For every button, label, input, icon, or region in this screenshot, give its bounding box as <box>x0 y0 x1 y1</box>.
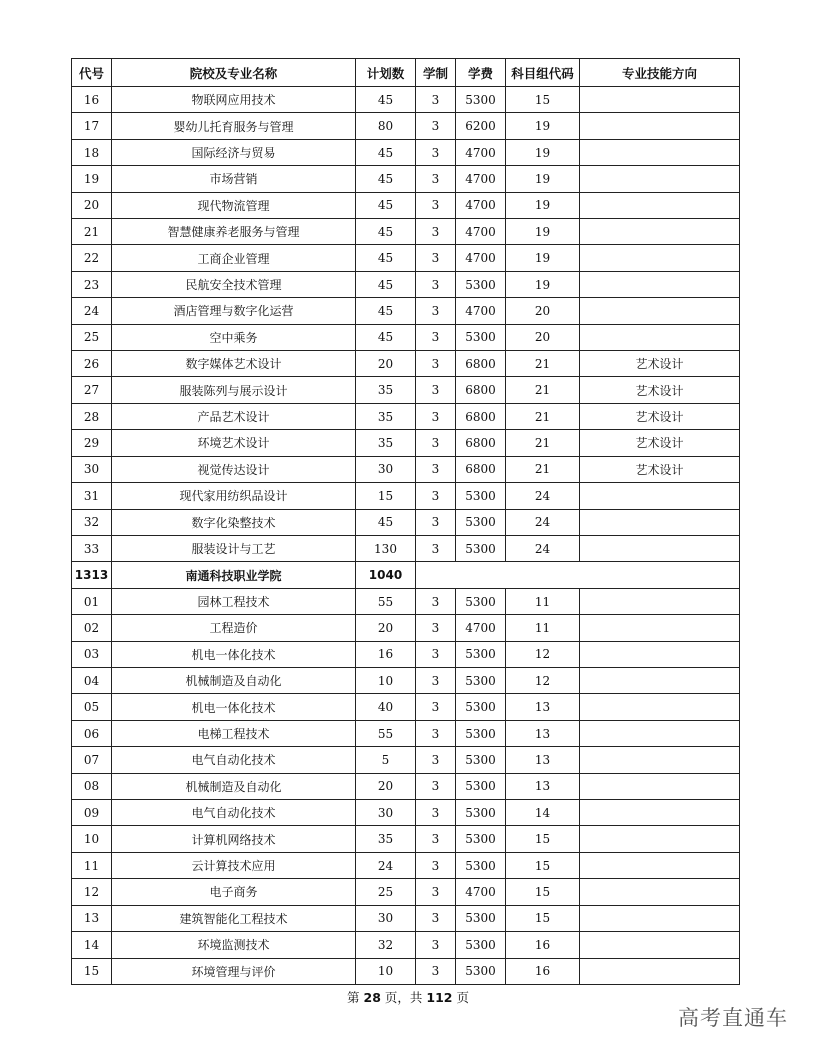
table-row <box>72 403 740 429</box>
cell-tuition: 4700 <box>456 166 506 192</box>
cell-duration: 3 <box>416 166 456 192</box>
cell-duration: 3 <box>416 430 456 456</box>
cell-code: 31 <box>72 483 112 509</box>
header-duration: 学制 <box>416 59 456 87</box>
cell-duration: 3 <box>416 826 456 852</box>
cell-plan: 45 <box>356 192 416 218</box>
table-body-previous-school <box>72 87 740 562</box>
cell-code: 30 <box>72 456 112 482</box>
cell-plan: 45 <box>356 87 416 113</box>
cell-duration: 3 <box>416 588 456 614</box>
cell-tuition: 4700 <box>456 298 506 324</box>
cell-plan: 16 <box>356 641 416 667</box>
table-row <box>72 958 740 985</box>
table-row <box>72 245 740 271</box>
cell-duration: 3 <box>416 509 456 535</box>
cell-tuition: 4700 <box>456 879 506 905</box>
cell-major-name: 机电一体化技术 <box>112 641 356 667</box>
footer-page-number: 28 <box>363 990 381 1005</box>
cell-duration: 3 <box>416 192 456 218</box>
cell-code: 05 <box>72 694 112 720</box>
cell-major-name: 云计算技术应用 <box>112 852 356 878</box>
cell-major-name: 环境艺术设计 <box>112 430 356 456</box>
cell-subject-code: 21 <box>506 351 580 377</box>
watermark-text: 高考直通车 <box>678 1006 788 1030</box>
cell-code: 24 <box>72 298 112 324</box>
cell-duration: 3 <box>416 298 456 324</box>
cell-major-name: 数字媒体艺术设计 <box>112 351 356 377</box>
cell-plan: 55 <box>356 588 416 614</box>
cell-plan: 20 <box>356 351 416 377</box>
cell-code: 08 <box>72 773 112 799</box>
cell-code: 28 <box>72 403 112 429</box>
cell-major-name: 服装陈列与展示设计 <box>112 377 356 403</box>
cell-tuition: 4700 <box>456 192 506 218</box>
table-header-row <box>72 59 740 87</box>
cell-duration: 3 <box>416 324 456 350</box>
cell-tuition: 5300 <box>456 588 506 614</box>
cell-code: 09 <box>72 800 112 826</box>
cell-code: 10 <box>72 826 112 852</box>
table-row <box>72 139 740 165</box>
table-row <box>72 430 740 456</box>
cell-plan: 30 <box>356 800 416 826</box>
cell-tuition: 5300 <box>456 747 506 773</box>
cell-code: 21 <box>72 219 112 245</box>
cell-skill-direction <box>580 879 740 905</box>
table-row <box>72 219 740 245</box>
cell-skill-direction <box>580 641 740 667</box>
cell-duration: 3 <box>416 535 456 562</box>
cell-plan: 20 <box>356 615 416 641</box>
cell-duration: 3 <box>416 958 456 985</box>
cell-skill-direction <box>580 800 740 826</box>
cell-skill-direction <box>580 747 740 773</box>
cell-skill-direction <box>580 852 740 878</box>
cell-code: 26 <box>72 351 112 377</box>
cell-major-name: 电梯工程技术 <box>112 720 356 746</box>
cell-skill-direction <box>580 720 740 746</box>
cell-major-name: 智慧健康养老服务与管理 <box>112 219 356 245</box>
cell-tuition: 6800 <box>456 430 506 456</box>
header-skill-direction: 专业技能方向 <box>580 59 740 87</box>
cell-plan: 55 <box>356 720 416 746</box>
cell-subject-code: 13 <box>506 773 580 799</box>
cell-code: 11 <box>72 852 112 878</box>
cell-tuition: 5300 <box>456 641 506 667</box>
table-row <box>72 932 740 958</box>
cell-subject-code: 13 <box>506 747 580 773</box>
cell-duration: 3 <box>416 800 456 826</box>
cell-tuition: 6800 <box>456 456 506 482</box>
cell-code: 25 <box>72 324 112 350</box>
cell-duration: 3 <box>416 668 456 694</box>
cell-major-name: 物联网应用技术 <box>112 87 356 113</box>
cell-tuition: 4700 <box>456 615 506 641</box>
cell-code: 06 <box>72 720 112 746</box>
cell-tuition: 5300 <box>456 958 506 985</box>
cell-subject-code: 11 <box>506 615 580 641</box>
cell-duration: 3 <box>416 932 456 958</box>
cell-plan: 45 <box>356 298 416 324</box>
cell-code: 32 <box>72 509 112 535</box>
cell-subject-code: 15 <box>506 87 580 113</box>
cell-skill-direction <box>580 139 740 165</box>
cell-subject-code: 15 <box>506 905 580 931</box>
cell-tuition: 6800 <box>456 377 506 403</box>
cell-skill-direction <box>580 219 740 245</box>
cell-plan: 80 <box>356 113 416 139</box>
cell-skill-direction <box>580 826 740 852</box>
table-row <box>72 852 740 878</box>
cell-tuition: 5300 <box>456 720 506 746</box>
cell-subject-code: 21 <box>506 377 580 403</box>
cell-major-name: 机电一体化技术 <box>112 694 356 720</box>
cell-major-name: 婴幼儿托育服务与管理 <box>112 113 356 139</box>
cell-duration: 3 <box>416 905 456 931</box>
cell-tuition: 6800 <box>456 351 506 377</box>
enrollment-plan-table <box>71 58 740 985</box>
cell-plan: 35 <box>356 826 416 852</box>
cell-duration: 3 <box>416 245 456 271</box>
cell-tuition: 5300 <box>456 800 506 826</box>
cell-skill-direction <box>580 905 740 931</box>
cell-major-name: 环境管理与评价 <box>112 958 356 985</box>
cell-tuition: 5300 <box>456 509 506 535</box>
cell-code: 16 <box>72 87 112 113</box>
cell-tuition: 5300 <box>456 324 506 350</box>
cell-code: 12 <box>72 879 112 905</box>
cell-tuition: 5300 <box>456 271 506 297</box>
header-plan: 计划数 <box>356 59 416 87</box>
table-row <box>72 905 740 931</box>
cell-duration: 3 <box>416 483 456 509</box>
cell-subject-code: 20 <box>506 298 580 324</box>
cell-code: 07 <box>72 747 112 773</box>
table-row <box>72 747 740 773</box>
cell-duration: 3 <box>416 879 456 905</box>
cell-subject-code: 24 <box>506 483 580 509</box>
cell-code: 03 <box>72 641 112 667</box>
cell-subject-code: 15 <box>506 879 580 905</box>
cell-subject-code: 19 <box>506 245 580 271</box>
cell-major-name: 现代物流管理 <box>112 192 356 218</box>
cell-plan: 45 <box>356 166 416 192</box>
cell-skill-direction <box>580 324 740 350</box>
cell-plan: 45 <box>356 509 416 535</box>
cell-code: 18 <box>72 139 112 165</box>
table-row <box>72 773 740 799</box>
cell-plan: 25 <box>356 879 416 905</box>
table-row <box>72 800 740 826</box>
table-row <box>72 615 740 641</box>
table-row <box>72 113 740 139</box>
cell-plan: 40 <box>356 694 416 720</box>
school-name: 南通科技职业学院 <box>112 562 356 588</box>
table-row <box>72 298 740 324</box>
cell-subject-code: 19 <box>506 271 580 297</box>
cell-duration: 3 <box>416 139 456 165</box>
cell-duration: 3 <box>416 271 456 297</box>
table-row <box>72 588 740 614</box>
table-row <box>72 377 740 403</box>
cell-plan: 45 <box>356 271 416 297</box>
cell-code: 17 <box>72 113 112 139</box>
cell-duration: 3 <box>416 403 456 429</box>
cell-code: 04 <box>72 668 112 694</box>
cell-major-name: 国际经济与贸易 <box>112 139 356 165</box>
cell-code: 20 <box>72 192 112 218</box>
table-row <box>72 483 740 509</box>
cell-plan: 20 <box>356 773 416 799</box>
cell-plan: 5 <box>356 747 416 773</box>
cell-code: 15 <box>72 958 112 985</box>
cell-skill-direction <box>580 87 740 113</box>
cell-major-name: 数字化染整技术 <box>112 509 356 535</box>
table-row <box>72 694 740 720</box>
footer-suffix: 页 <box>452 990 469 1005</box>
cell-skill-direction <box>580 958 740 985</box>
table-row <box>72 166 740 192</box>
table-row <box>72 456 740 482</box>
cell-subject-code: 19 <box>506 166 580 192</box>
cell-duration: 3 <box>416 641 456 667</box>
table-row <box>72 271 740 297</box>
cell-subject-code: 13 <box>506 720 580 746</box>
table-row <box>72 826 740 852</box>
table-row <box>72 720 740 746</box>
cell-tuition: 5300 <box>456 905 506 931</box>
cell-subject-code: 16 <box>506 958 580 985</box>
cell-major-name: 电子商务 <box>112 879 356 905</box>
table-row <box>72 535 740 562</box>
table-body-school <box>72 588 740 984</box>
cell-subject-code: 19 <box>506 219 580 245</box>
cell-major-name: 机械制造及自动化 <box>112 773 356 799</box>
cell-major-name: 服装设计与工艺 <box>112 535 356 562</box>
table-row <box>72 509 740 535</box>
cell-plan: 35 <box>356 377 416 403</box>
cell-plan: 32 <box>356 932 416 958</box>
school-row-blank <box>416 562 740 588</box>
cell-major-name: 视觉传达设计 <box>112 456 356 482</box>
cell-subject-code: 19 <box>506 113 580 139</box>
cell-skill-direction <box>580 192 740 218</box>
cell-major-name: 民航安全技术管理 <box>112 271 356 297</box>
cell-skill-direction <box>580 245 740 271</box>
footer-prefix: 第 <box>347 990 364 1005</box>
cell-subject-code: 21 <box>506 430 580 456</box>
table-body-school-header <box>72 562 740 588</box>
cell-plan: 30 <box>356 456 416 482</box>
cell-duration: 3 <box>416 456 456 482</box>
table-row <box>72 351 740 377</box>
table-row <box>72 324 740 350</box>
cell-plan: 45 <box>356 245 416 271</box>
cell-plan: 10 <box>356 668 416 694</box>
header-subject-code: 科目组代码 <box>506 59 580 87</box>
footer-middle: 页，共 <box>380 990 427 1005</box>
cell-duration: 3 <box>416 351 456 377</box>
cell-major-name: 计算机网络技术 <box>112 826 356 852</box>
cell-skill-direction: 艺术设计 <box>580 456 740 482</box>
cell-major-name: 工商企业管理 <box>112 245 356 271</box>
cell-code: 22 <box>72 245 112 271</box>
cell-skill-direction <box>580 615 740 641</box>
cell-major-name: 园林工程技术 <box>112 588 356 614</box>
cell-subject-code: 19 <box>506 139 580 165</box>
cell-skill-direction <box>580 773 740 799</box>
cell-tuition: 4700 <box>456 139 506 165</box>
cell-code: 19 <box>72 166 112 192</box>
footer-total-pages: 112 <box>426 990 453 1005</box>
cell-subject-code: 24 <box>506 535 580 562</box>
cell-skill-direction <box>580 535 740 562</box>
table-row <box>72 879 740 905</box>
cell-duration: 3 <box>416 113 456 139</box>
cell-plan: 35 <box>356 403 416 429</box>
cell-duration: 3 <box>416 615 456 641</box>
cell-tuition: 5300 <box>456 773 506 799</box>
cell-plan: 30 <box>356 905 416 931</box>
cell-skill-direction: 艺术设计 <box>580 351 740 377</box>
cell-tuition: 5300 <box>456 668 506 694</box>
cell-major-name: 产品艺术设计 <box>112 403 356 429</box>
header-code: 代号 <box>72 59 112 87</box>
cell-subject-code: 21 <box>506 456 580 482</box>
cell-code: 29 <box>72 430 112 456</box>
cell-subject-code: 15 <box>506 826 580 852</box>
cell-skill-direction <box>580 113 740 139</box>
cell-skill-direction <box>580 588 740 614</box>
cell-skill-direction <box>580 298 740 324</box>
table-row <box>72 192 740 218</box>
cell-subject-code: 19 <box>506 192 580 218</box>
table-row <box>72 641 740 667</box>
header-name: 院校及专业名称 <box>112 59 356 87</box>
cell-major-name: 环境监测技术 <box>112 932 356 958</box>
cell-duration: 3 <box>416 720 456 746</box>
cell-duration: 3 <box>416 694 456 720</box>
cell-skill-direction <box>580 932 740 958</box>
cell-subject-code: 15 <box>506 852 580 878</box>
cell-tuition: 6200 <box>456 113 506 139</box>
school-code: 1313 <box>72 562 112 588</box>
cell-tuition: 5300 <box>456 535 506 562</box>
cell-plan: 10 <box>356 958 416 985</box>
cell-code: 13 <box>72 905 112 931</box>
cell-code: 23 <box>72 271 112 297</box>
table-row <box>72 87 740 113</box>
cell-subject-code: 13 <box>506 694 580 720</box>
cell-subject-code: 11 <box>506 588 580 614</box>
cell-skill-direction: 艺术设计 <box>580 430 740 456</box>
cell-subject-code: 16 <box>506 932 580 958</box>
cell-plan: 45 <box>356 139 416 165</box>
cell-plan: 45 <box>356 219 416 245</box>
school-row <box>72 562 740 588</box>
cell-tuition: 4700 <box>456 245 506 271</box>
cell-major-name: 工程造价 <box>112 615 356 641</box>
cell-skill-direction <box>580 694 740 720</box>
cell-code: 01 <box>72 588 112 614</box>
cell-major-name: 电气自动化技术 <box>112 747 356 773</box>
cell-plan: 130 <box>356 535 416 562</box>
cell-subject-code: 14 <box>506 800 580 826</box>
cell-tuition: 5300 <box>456 87 506 113</box>
cell-subject-code: 24 <box>506 509 580 535</box>
cell-skill-direction <box>580 166 740 192</box>
cell-subject-code: 20 <box>506 324 580 350</box>
cell-major-name: 建筑智能化工程技术 <box>112 905 356 931</box>
cell-major-name: 空中乘务 <box>112 324 356 350</box>
cell-code: 33 <box>72 535 112 562</box>
cell-code: 27 <box>72 377 112 403</box>
cell-tuition: 4700 <box>456 219 506 245</box>
cell-skill-direction: 艺术设计 <box>580 377 740 403</box>
cell-code: 14 <box>72 932 112 958</box>
cell-duration: 3 <box>416 773 456 799</box>
cell-tuition: 5300 <box>456 826 506 852</box>
cell-tuition: 5300 <box>456 852 506 878</box>
cell-subject-code: 12 <box>506 668 580 694</box>
cell-subject-code: 21 <box>506 403 580 429</box>
header-tuition: 学费 <box>456 59 506 87</box>
cell-major-name: 市场营销 <box>112 166 356 192</box>
cell-tuition: 5300 <box>456 932 506 958</box>
cell-major-name: 机械制造及自动化 <box>112 668 356 694</box>
cell-major-name: 酒店管理与数字化运营 <box>112 298 356 324</box>
cell-duration: 3 <box>416 87 456 113</box>
cell-tuition: 5300 <box>456 694 506 720</box>
cell-duration: 3 <box>416 747 456 773</box>
cell-skill-direction <box>580 509 740 535</box>
school-plan-total: 1040 <box>356 562 416 588</box>
cell-skill-direction <box>580 668 740 694</box>
cell-major-name: 电气自动化技术 <box>112 800 356 826</box>
table-row <box>72 668 740 694</box>
cell-plan: 24 <box>356 852 416 878</box>
cell-code: 02 <box>72 615 112 641</box>
cell-plan: 35 <box>356 430 416 456</box>
cell-duration: 3 <box>416 852 456 878</box>
cell-tuition: 6800 <box>456 403 506 429</box>
cell-duration: 3 <box>416 377 456 403</box>
cell-tuition: 5300 <box>456 483 506 509</box>
cell-skill-direction <box>580 483 740 509</box>
cell-plan: 45 <box>356 324 416 350</box>
cell-duration: 3 <box>416 219 456 245</box>
cell-plan: 15 <box>356 483 416 509</box>
cell-major-name: 现代家用纺织品设计 <box>112 483 356 509</box>
cell-skill-direction: 艺术设计 <box>580 403 740 429</box>
cell-subject-code: 12 <box>506 641 580 667</box>
cell-skill-direction <box>580 271 740 297</box>
